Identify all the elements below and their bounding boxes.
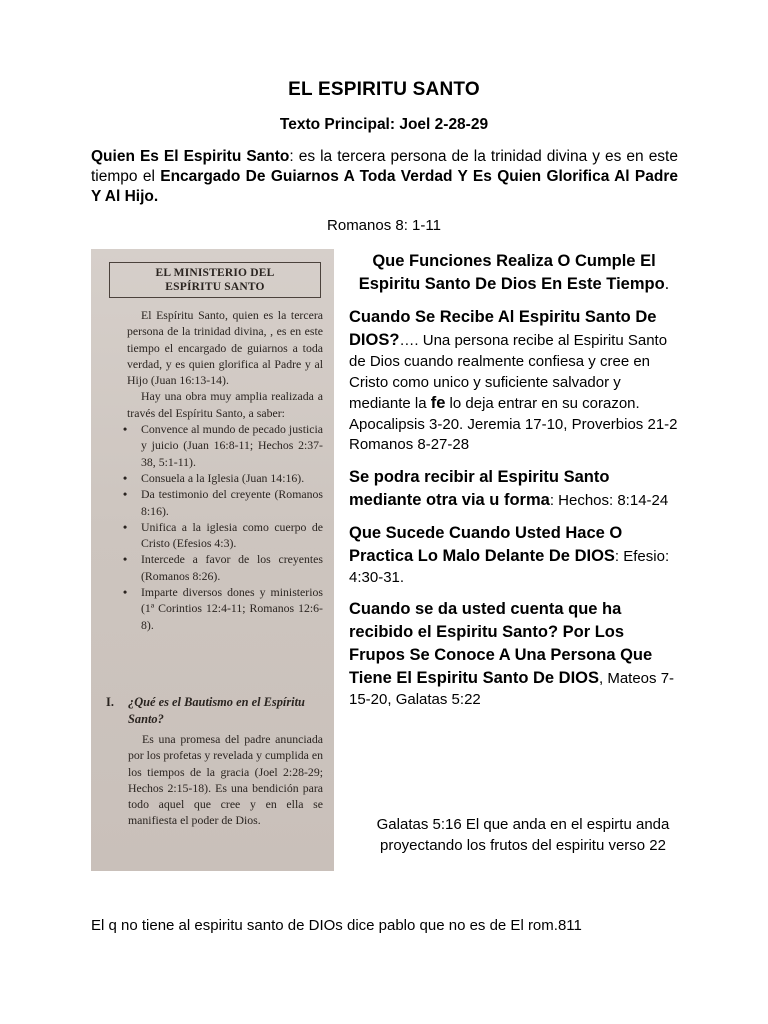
- list-item: • Unifica a la iglesia como cuerpo de Cristo (Efesios 4:3).: [123, 519, 323, 551]
- intro-bold-text: Encargado De Guiarnos A Toda Verdad Y Es Quien Glorifica Al Padre Y Al Hijo.: [91, 168, 678, 205]
- scanned-book-excerpt: [91, 249, 334, 871]
- question-doing-wrong: Que Sucede Cuando Usted Hace O Practica Lo Malo Delante De DIOS: Efesio: 4:30-31.: [349, 523, 670, 586]
- list-item: • Consuela a la Iglesia (Juan 14:16).: [123, 470, 305, 485]
- intro-text: : es la tercera persona de la trinidad divina y es en este tiempo el: [91, 148, 678, 185]
- scan-question-heading: [106, 694, 322, 727]
- footer-note: El q no tiene al espiritu santo de DIOs dice pablo que no es de El rom.811: [91, 917, 582, 934]
- bullet-icon: •: [123, 519, 128, 534]
- question-how-know: Cuando se da usted cuenta que ha recibido el Espiritu Santo? Por Los Frupos Se Conoce A Una Persona Que Tiene El Espiritu Santo De DIOS, Mateos 7-15-20, Galatas 5:22: [349, 600, 675, 708]
- bullet-icon: •: [123, 585, 128, 600]
- document-title: EL ESPIRITU SANTO: [288, 79, 480, 100]
- question-heading: Cuando Se Recibe Al Espiritu Santo De DIOS?: [349, 308, 657, 349]
- scan-body-text: [123, 307, 323, 633]
- question-heading: Que Sucede Cuando Usted Hace O Practica Lo Malo Delante De DIOS: [349, 523, 623, 565]
- question-heading: Cuando se da usted cuenta que ha recibido el Espiritu Santo? Por Los Frupos Se Conoce A Una Persona Que Tiene El Espiritu Santo De DIOS: [349, 600, 653, 687]
- question-other-way: Se podra recibir al Espiritu Santo mediante otra via u forma: Hechos: 8:14-24: [349, 467, 669, 509]
- romanos-reference: Romanos 8: 1-11: [327, 217, 441, 234]
- galatas-note: Galatas 5:16 El que anda en el espirtu anda proyectando los frutos del espiritu verso 22: [376, 816, 670, 854]
- question-heading: Se podra recibir al Espiritu Santo mediante otra via u forma: [349, 467, 610, 509]
- intro-paragraph: [91, 147, 678, 207]
- word-fe: fe: [430, 394, 446, 412]
- scan-title-line-1: EL MINISTERIO DEL: [155, 267, 275, 279]
- scan-paragraph-1: El Espíritu Santo, quien es la tercera persona de la trinidad divina, , es en este tiempo el encargado de guiarnos a toda verdad, y es quien glorifica al Padre y al Hijo (Juan 16:13-14).: [127, 308, 323, 388]
- scan-answer-text: Es una promesa del padre anunciada por los profetas y revelada y cumplida en los tiempos de la gracia (Joel 2:28-29; Hechos 2:15-18). Es una bendición para todo aquel que cree y en ella se manifiesta el poder de Dios.: [128, 732, 323, 828]
- scan-title-line-2: ESPÍRITU SANTO: [165, 281, 265, 293]
- list-item: • Imparte diversos dones y ministerios (1ª Corintios 12:4-11; Romanos 12:6-8).: [123, 585, 323, 632]
- main-text-reference: Texto Principal: Joel 2-28-29: [279, 116, 489, 133]
- list-item: • Da testimonio del creyente (Romanos 8:16).: [123, 487, 323, 518]
- bullet-icon: •: [123, 470, 128, 485]
- scan-paragraph-2: Hay una obra muy amplia realizada a través del Espíritu Santo, a saber:: [127, 389, 323, 420]
- scan-question-text: ¿Qué es el Bautismo en el Espíritu Santo?: [128, 695, 305, 726]
- list-item: • Convence al mundo de pecado justicia y juicio (Juan 16:8-11; Hechos 2:37-38, 5:1-11).: [123, 422, 323, 469]
- scan-bullet-list: [123, 421, 323, 633]
- scan-question-number: I.: [106, 695, 114, 709]
- question-functions: Que Funciones Realiza O Cumple El Espiritu Santo De Dios En Este Tiempo.: [358, 252, 670, 293]
- bullet-icon: •: [123, 552, 128, 567]
- bullet-icon: •: [123, 487, 128, 502]
- bullet-icon: •: [123, 422, 128, 437]
- right-column: [349, 250, 679, 711]
- list-item: • Intercede a favor de los creyentes (Romanos 8:26).: [123, 552, 323, 583]
- scan-section-title-box: [109, 262, 321, 298]
- question-when-received: Cuando Se Recibe Al Espiritu Santo De DIOS?…. Una persona recibe al Espiritu Santo de Dios cuando realmente confiesa y cree en Cristo como unico y suficiente salvador y mediante la fe lo deja entrar en su corazon. Apocalipsis 3-20. Jeremia 17-10, Proverbios 21-2 Romanos 8-27-28: [349, 308, 678, 453]
- intro-label: Quien Es El Espiritu Santo: [91, 148, 290, 165]
